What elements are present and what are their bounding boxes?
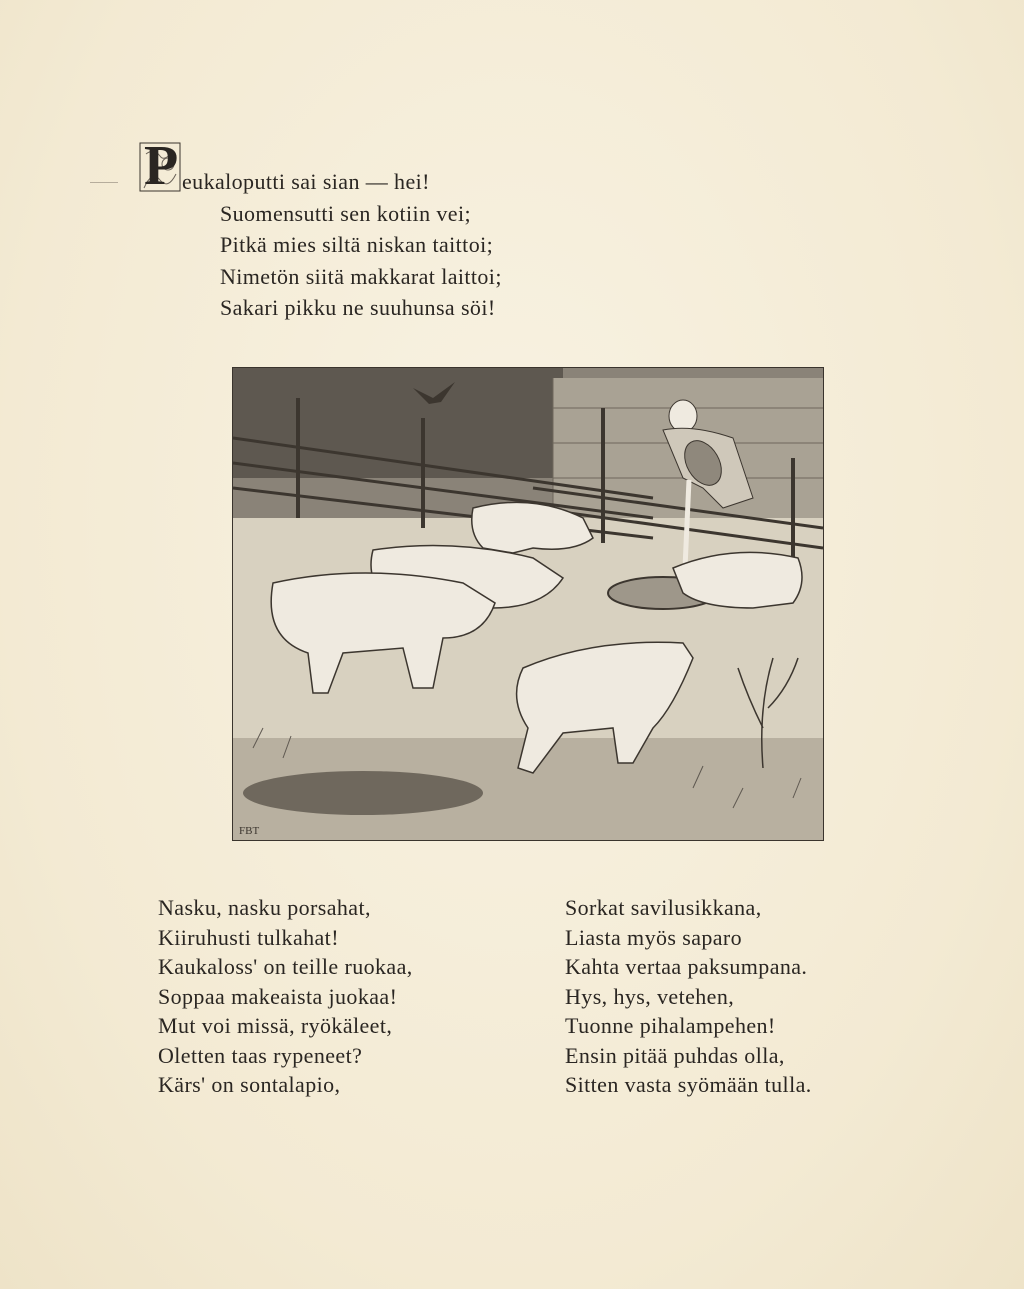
poem-bottom-line: Nasku, nasku porsahat, — [158, 895, 371, 920]
poem-top-line: Nimetön siitä makkarat laittoi; — [220, 263, 502, 289]
poem-bottom-line: Ensin pitää puhdas olla, — [565, 1042, 785, 1068]
poem-bottom-line: Kahta vertaa paksumpana. — [565, 954, 808, 979]
poem-top-line: Suomensutti sen kotiin vei; — [220, 200, 471, 226]
poem-bottom-line: Mut voi missä, ryökäleet, — [158, 1013, 393, 1038]
poem-bottom-line: Hys, hys, vetehen, — [565, 983, 735, 1009]
poem-bottom-line: Tuonne pihalampehen! — [565, 1013, 776, 1038]
poem-bottom-line: Liasta myös saparo — [565, 924, 743, 950]
poem-top-line: eukaloputti sai sian — hei! — [182, 169, 430, 194]
margin-mark — [90, 182, 118, 183]
artist-monogram: FBT — [239, 825, 260, 837]
poem-bottom-line: Oletten taas rypeneet? — [158, 1042, 363, 1068]
pig-illustration — [232, 367, 824, 841]
poem-bottom-line: Kiiruhusti tulkahat! — [158, 924, 339, 950]
farmyard-drawing — [233, 368, 823, 840]
poem-bottom-line: Soppaa makeaista juokaa! — [158, 983, 398, 1009]
poem-bottom-line: Kärs' on sontalapio, — [158, 1072, 341, 1097]
initial-letter: P — [144, 135, 179, 197]
poem-bottom-right — [565, 893, 812, 1100]
poem-top-line: Pitkä mies siltä niskan taittoi; — [220, 232, 494, 257]
poem-bottom-line: Sitten vasta syömään tulla. — [565, 1072, 812, 1097]
poem-top-line: Sakari pikku ne suuhunsa söi! — [220, 295, 496, 320]
poem-bottom-left — [158, 893, 413, 1100]
poem-top-lines — [138, 166, 502, 324]
poem-bottom-line: Kaukaloss' on teille ruokaa, — [158, 954, 413, 979]
poem-bottom-line: Sorkat savilusikkana, — [565, 895, 762, 920]
